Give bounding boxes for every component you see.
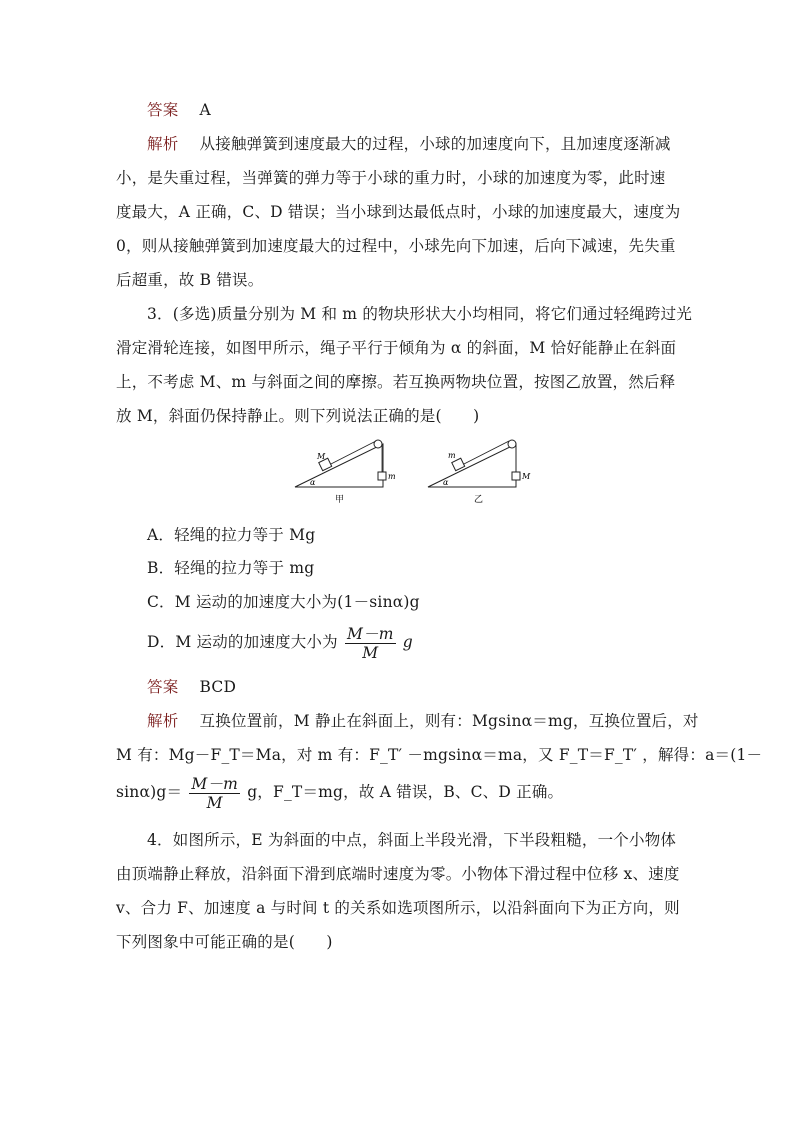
- pulley-icon: [508, 440, 516, 448]
- question-3-line-2: 滑定滑轮连接，如图甲所示，绳子平行于倾角为 α 的斜面，M 恰好能静止在斜面: [116, 339, 677, 357]
- analysis-label: 解析: [147, 135, 179, 153]
- question-3-line-4: 放 M，斜面仍保持静止。则下列说法正确的是( ): [116, 407, 480, 425]
- question-3-line-3: 上，不考虑 M、m 与斜面之间的摩擦。若互换两物块位置，按图乙放置，然后释: [116, 373, 676, 391]
- hanging-block: [512, 472, 520, 480]
- option-d-text: D．M 运动的加速度大小为: [147, 633, 338, 651]
- block-label: M: [317, 452, 326, 461]
- option-d-suffix: g: [402, 633, 413, 651]
- analysis-3-line-2: M 有：Mg－F_T＝Ma，对 m 有：F_T′ －mgsinα＝ma，又 F_T＝F_T′ ，解得：a＝(1－: [116, 746, 763, 764]
- hanging-block: [378, 472, 386, 480]
- analysis-text: 互换位置前，M 静止在斜面上，则有：Mgsinα＝mg，互换位置后，对: [199, 712, 699, 730]
- question-3-figures: [280, 430, 550, 510]
- answer-label: 答案: [147, 678, 179, 696]
- analysis-1-line-4: 0，则从接触弹簧到加速度最大的过程中，小球先向下加速，后向下减速，先失重: [116, 237, 676, 255]
- answer-label: 答案: [147, 101, 179, 119]
- figure-jia: [295, 440, 396, 505]
- option-d: [147, 622, 413, 662]
- analysis-1-line-3: 度最大，A 正确，C、D 错误；当小球到达最低点时，小球的加速度最大，速度为: [116, 203, 681, 221]
- answer-value: A: [199, 101, 211, 119]
- fraction-numerator: M－m: [346, 624, 394, 643]
- analysis-1-line-5: 后超重，故 B 错误。: [116, 271, 264, 289]
- fraction-denominator: M: [206, 793, 223, 812]
- analysis-1-line-2: 小，是失重过程，当弹簧的弹力等于小球的重力时，小球的加速度为零，此时速: [116, 169, 666, 187]
- figure-caption: 甲: [335, 495, 345, 505]
- angle-label: α: [443, 478, 449, 487]
- answer-3: [147, 677, 236, 697]
- question-4-line-2: 由顶端静止释放，沿斜面下滑到底端时速度为零。小物体下滑过程中位移 x、速度: [116, 865, 680, 883]
- option-b: B．轻绳的拉力等于 mg: [147, 559, 315, 577]
- fraction: [345, 625, 396, 662]
- figure-yi: [428, 440, 531, 505]
- analysis-label: 解析: [147, 712, 179, 730]
- fraction-denominator: M: [362, 643, 379, 662]
- fraction-numerator: M－m: [191, 774, 239, 793]
- figure-caption: 乙: [474, 495, 484, 505]
- analysis-3-line-3-pre: sinα)g＝: [116, 783, 183, 801]
- question-4-line-3: v、合力 F、加速度 a 与时间 t 的关系如选项图所示，以沿斜面向下为正方向，则: [116, 899, 680, 917]
- block-label: m: [448, 451, 456, 460]
- hanging-label: m: [388, 472, 396, 481]
- analysis-3-line-3-post: g，F_T＝mg，故 A 错误，B、C、D 正确。: [247, 783, 564, 801]
- option-c: C．M 运动的加速度大小为(1－sinα)g: [147, 593, 420, 611]
- analysis-1-line-1: [147, 134, 671, 154]
- question-3-line-1: 3．(多选)质量分别为 M 和 m 的物块形状大小均相同，将它们通过轻绳跨过光: [147, 305, 693, 323]
- block-on-slope: [452, 458, 465, 470]
- analysis-3-line-3: [116, 772, 563, 812]
- answer-value: BCD: [199, 678, 237, 696]
- analysis-3-line-1: [147, 711, 699, 731]
- angle-label: α: [310, 478, 316, 487]
- option-a: A．轻绳的拉力等于 Mg: [147, 526, 316, 544]
- question-4-line-1: 4．如图所示，E 为斜面的中点，斜面上半段光滑，下半段粗糙，一个小物体: [147, 831, 677, 849]
- analysis-text: 从接触弹簧到速度最大的过程，小球的加速度向下，且加速度逐渐减: [199, 135, 671, 153]
- fraction: [189, 775, 240, 812]
- question-4-line-4: 下列图象中可能正确的是( ): [116, 933, 333, 951]
- hanging-label: M: [522, 472, 531, 481]
- answer-1: [147, 100, 211, 120]
